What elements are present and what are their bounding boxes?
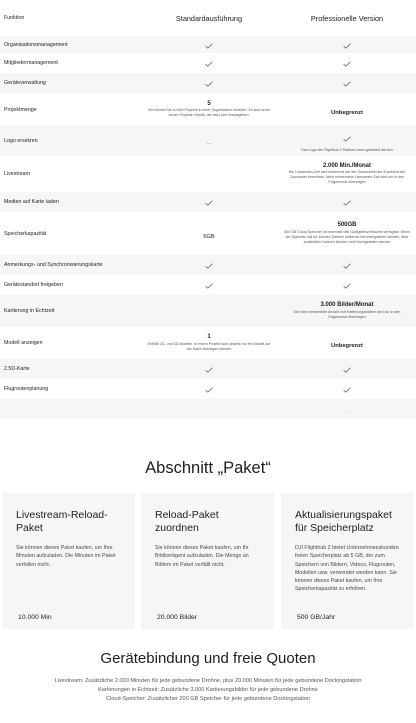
- table-row: [0, 73, 416, 93]
- row-label: Logo ersetzen: [4, 138, 38, 144]
- professional-note: Die nicht verwendete Anzahl von Kartierungsbildern wird nur in den Folgemonat übertragen: [293, 309, 401, 319]
- table-row: [0, 212, 416, 255]
- card-footer: 10.000 Min: [18, 614, 52, 621]
- row-label: Geräteverwaltung: [4, 80, 46, 86]
- table-row: [0, 93, 416, 126]
- professional-value: 2.000 Min./Monat: [322, 162, 371, 169]
- professional-note: 500 GB Cloud-Speicher ist innerhalb des Gültigkeitszeitraums verfügbar. Wenn der Speicher voll ist, können Dateien weiterhin heruntergeladen werden, aber zusätzliche Dateien können nicht hochgeladen werden: [284, 229, 410, 244]
- table-row: [0, 327, 416, 359]
- check-icon: [205, 367, 213, 373]
- row-label: Medien auf Karte laden: [4, 199, 59, 205]
- check-icon: [343, 283, 351, 289]
- row-label: Organisationsmanagement: [4, 41, 68, 48]
- binding-line: Cloud-Speicher: Zusätzlicher 200 GB Speicher für jede gebundene Dockingstation: [106, 696, 310, 703]
- table-row: [0, 126, 416, 156]
- professional-note: Das Logo der Flighthub 2 Platform kann geändert werden: [301, 148, 393, 153]
- check-icon: [343, 61, 351, 67]
- professional-value: ...: [344, 409, 350, 415]
- check-icon: [205, 263, 213, 269]
- check-icon: [343, 81, 351, 87]
- check-icon: [205, 43, 213, 49]
- check-icon: [343, 200, 351, 206]
- card-text: DJI Flighthub 2 bietet Unternehmenskunden freien Speicherplatz ab 5 GB, der zum Speichern von Bildern, Videos, Flugrouten, Modellen usw. verwendet werden kann. Sie können dieses Paket kaufen, um Ihre Speicherkapazität zu erhöhen.: [295, 545, 399, 593]
- row-label: Speicherkapazität: [4, 230, 47, 237]
- table-row: [0, 275, 416, 295]
- row-label: Kartierung in Echtzeit: [4, 308, 55, 314]
- check-icon: [343, 387, 351, 393]
- check-icon: [343, 263, 351, 269]
- standard-value: 5: [207, 100, 211, 107]
- check-icon: [205, 387, 213, 393]
- row-label: 2.5D-Karte: [4, 366, 30, 372]
- check-icon: [205, 81, 213, 87]
- table-row: [0, 36, 416, 53]
- row-label: Mitgliedermanagement: [4, 60, 58, 66]
- card-footer: 20.000 Bilder: [157, 614, 198, 621]
- card-text: Sie können dieses Paket kaufen, um Ihr Bildkontigent aufzuladen. Die Menge an Bildern im Paket verfällt nicht.: [155, 545, 249, 568]
- check-icon: [343, 43, 351, 49]
- standard-note: Enthält 2D- und 3D-Modelle. In einem Projekt kann jeweils nur ein Modell auf der Karte überlagert werden: [147, 341, 271, 351]
- check-icon: [205, 61, 213, 67]
- professional-value: 3.000 Bilder/Monat: [320, 302, 374, 309]
- card-text: Sie können dieses Paket kaufen, um Ihre Minuten aufzuladen. Die Minuten im Paket verfallen nicht.: [16, 545, 116, 568]
- row-label: Livestream: [4, 171, 30, 177]
- binding-line: Livestream: Zusätzliche 2.000 Minuten für jede gebundene Drohne, plus 20.000 Minuten für jede gebundene Dockingstation: [54, 678, 362, 684]
- standard-value: 5GB: [203, 233, 215, 240]
- table-row: [0, 379, 416, 399]
- package-card-reload: [141, 493, 274, 629]
- card-title: Reload-Paket zuordnen: [155, 509, 219, 534]
- professional-note: Die Livestream-Zeit wird basierend auf der Gesamtzeit des Zusehens der Zuschauer berechnet. Nicht verwendete Livestream-Zeit wird nur in den Folgemonat übertragen: [288, 170, 406, 185]
- standard-value: —: [206, 141, 212, 147]
- header-professional: Professionelle Version: [310, 13, 384, 23]
- row-label: Flugroutenplanung: [4, 386, 49, 392]
- binding-list: [50, 677, 366, 704]
- row-label: Gerätestandort freigeben: [4, 282, 63, 288]
- table-row: [0, 399, 416, 419]
- row-label: Modell anzeigen: [4, 340, 43, 346]
- standard-note: Sie können bis zu fünf Projekte in einer Organisation erstellen. Es sind keine neuen Projekte erlaubt, die das Limit hinausgehen.: [148, 108, 270, 118]
- binding-line: Kartierungen in Echtzeit: Zusätzliche 3.000 Kartierungsbilder für jede gebundene Drohne: [98, 687, 318, 694]
- section-title: Abschnitt „Paket“: [145, 459, 271, 477]
- table-header-row: [0, 0, 416, 36]
- check-icon: [205, 200, 213, 206]
- header-standard: Standardausführung: [175, 13, 243, 23]
- table-row: [0, 156, 416, 192]
- standard-value: 1: [207, 334, 211, 341]
- table-row: [0, 359, 416, 379]
- header-feature: Funktion: [4, 15, 25, 21]
- check-icon: [343, 367, 351, 373]
- card-footer: 500 GB/Jahr: [297, 614, 336, 621]
- professional-value: 500GB: [337, 222, 357, 229]
- binding-title: Gerätebindung und freie Quoten: [100, 650, 316, 667]
- row-label: Anmerkungs- und Synchronisierungskarte: [4, 262, 103, 268]
- table-row: [0, 295, 416, 327]
- card-title: Livestream-Reload-Paket: [16, 509, 108, 534]
- table-row: [0, 255, 416, 275]
- package-card-storage: [281, 493, 414, 629]
- card-title: Aktualisierungspaket für Speicherplatz: [295, 509, 392, 534]
- package-card-livestream: [2, 493, 135, 629]
- table-row: [0, 53, 416, 73]
- row-label: Projektmenge: [4, 106, 37, 113]
- professional-value: Unbegrenzt: [331, 343, 363, 349]
- check-icon: [343, 136, 351, 142]
- check-icon: [205, 283, 213, 289]
- table-row: [0, 192, 416, 212]
- professional-value: Unbegrenzt: [331, 109, 363, 116]
